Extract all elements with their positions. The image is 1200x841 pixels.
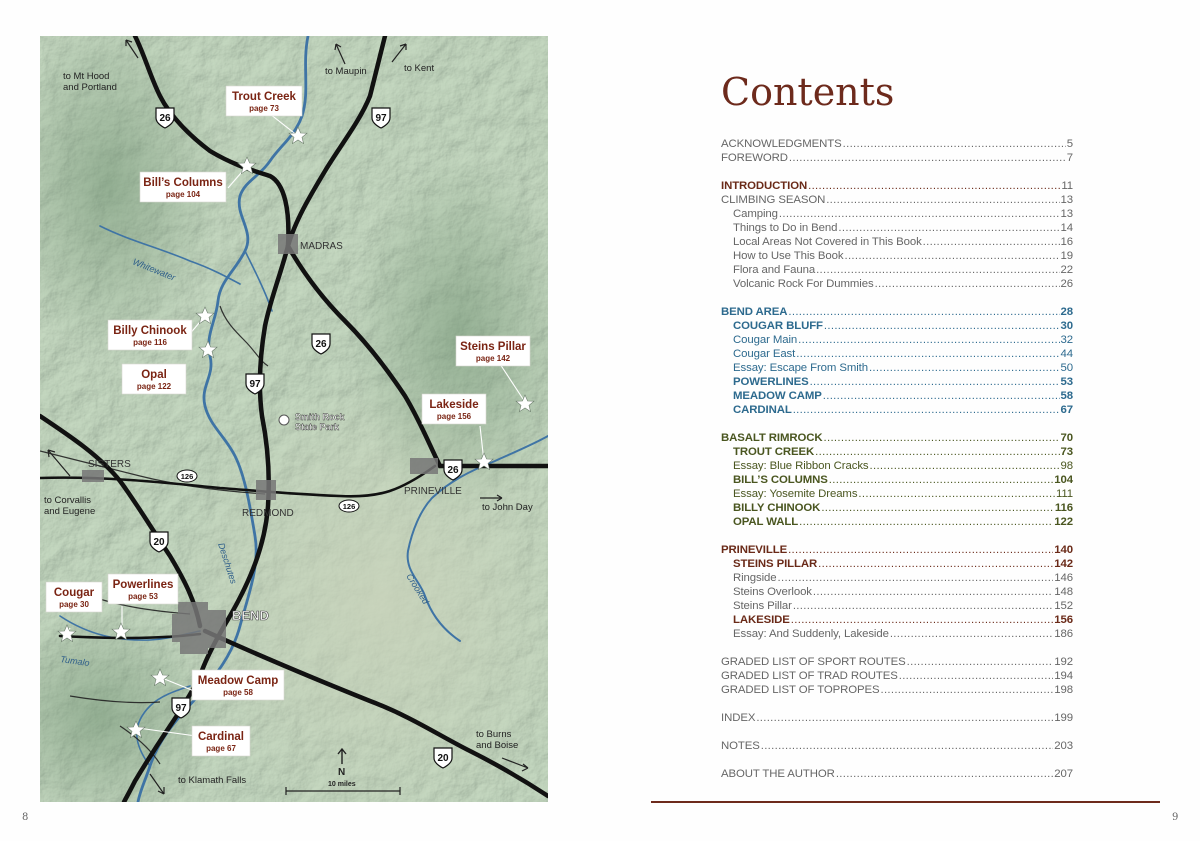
svg-text:page 156: page 156 — [436, 412, 472, 421]
toc-entry-things-to-do[interactable]: Things to Do in Bend ..... 14 — [733, 221, 1073, 235]
toc-entry-acknowledgments[interactable]: ACKNOWLEDGMENTS ..... 5 — [721, 137, 1073, 151]
label-opal[interactable] — [122, 364, 186, 394]
deschutes-label: Deschutes — [216, 541, 239, 586]
svg-text:page 58: page 58 — [223, 688, 253, 697]
dir-john-day: to John Day — [482, 502, 533, 513]
svg-text:page 67: page 67 — [206, 744, 236, 753]
smith-rock-label-1: Smith Rock — [295, 412, 345, 422]
toc-entry-volcanic-rock[interactable]: Volcanic Rock For Dummies ..... 26 — [733, 277, 1073, 291]
toc-entry-blue-ribbon[interactable]: Essay: Blue Ribbon Cracks ..... 98 — [733, 459, 1073, 473]
svg-text:26: 26 — [159, 113, 171, 124]
svg-text:Opal: Opal — [141, 369, 167, 381]
dir-kent: to Kent — [404, 63, 435, 74]
left-page-number: 8 — [22, 812, 29, 823]
toc-entry-flora-fauna[interactable]: Flora and Fauna ..... 22 — [733, 263, 1073, 277]
toc-entry-cougar-east[interactable]: Cougar East ..... 44 — [733, 347, 1073, 361]
toc-entry-topropes[interactable]: GRADED LIST OF TOPROPES ..... 198 — [721, 683, 1073, 697]
svg-text:page 30: page 30 — [59, 600, 89, 609]
toc-entry-cougar-bluff[interactable]: COUGAR BLUFF ..... 30 — [733, 319, 1073, 333]
right-page-number: 9 — [1172, 812, 1179, 823]
redmond-label: REDMOND — [242, 508, 294, 519]
svg-text:Steins Pillar: Steins Pillar — [460, 341, 526, 353]
svg-text:page 53: page 53 — [128, 592, 158, 601]
label-trout-creek[interactable] — [226, 86, 302, 116]
toc-entry-and-suddenly-lakeside[interactable]: Essay: And Suddenly, Lakeside ..... 186 — [733, 627, 1073, 641]
svg-text:10 miles: 10 miles — [328, 781, 356, 788]
toc-entry-about-author[interactable]: ABOUT THE AUTHOR ..... 207 — [721, 767, 1073, 781]
dir-mt-hood-2: and Portland — [63, 82, 117, 93]
whitewater-label: Whitewater — [131, 256, 177, 283]
prineville-label: PRINEVILLE — [404, 486, 462, 497]
bottom-rule — [651, 801, 1160, 803]
toc-entry-camping[interactable]: Camping ..... 13 — [733, 207, 1073, 221]
toc-entry-steins-pillar[interactable]: Steins Pillar ..... 152 — [733, 599, 1073, 613]
dir-burns-2: and Boise — [476, 740, 519, 751]
toc-entry-cardinal[interactable]: CARDINAL ..... 67 — [733, 403, 1073, 417]
toc-entry-opal-wall[interactable]: OPAL WALL ..... 122 — [733, 515, 1073, 529]
toc-entry-foreword[interactable]: FOREWORD ..... 7 — [721, 151, 1073, 165]
svg-text:26: 26 — [447, 465, 459, 476]
svg-text:Cougar: Cougar — [53, 587, 95, 599]
toc-entry-steins-overlook[interactable]: Steins Overlook ..... 148 — [733, 585, 1073, 599]
crooked-label: Crooked — [404, 571, 431, 606]
svg-text:97: 97 — [249, 379, 261, 390]
svg-text:Meadow Camp: Meadow Camp — [197, 675, 279, 687]
toc-entry-introduction[interactable]: INTRODUCTION ..... 11 — [721, 179, 1073, 193]
or-126-marker-east — [339, 500, 359, 512]
svg-text:page 104: page 104 — [165, 190, 201, 199]
svg-text:Billy Chinook: Billy Chinook — [113, 325, 187, 337]
svg-text:page 142: page 142 — [475, 354, 511, 363]
svg-text:Cardinal: Cardinal — [197, 731, 245, 743]
toc-entry-basalt-rimrock[interactable]: BASALT RIMROCK ..... 70 — [721, 431, 1073, 445]
toc-entry-escape-from-smith[interactable]: Essay: Escape From Smith ..... 50 — [733, 361, 1073, 375]
dir-corvallis-2: and Eugene — [44, 506, 96, 517]
svg-text:page 122: page 122 — [136, 382, 172, 391]
smith-rock-label-2: State Park — [295, 422, 340, 432]
toc-entry-notes[interactable]: NOTES ..... 203 — [721, 739, 1073, 753]
madras-label: MADRAS — [300, 241, 343, 252]
contents-title: Contents — [721, 70, 895, 114]
toc-entry-cougar-main[interactable]: Cougar Main ..... 32 — [733, 333, 1073, 347]
madras-town-block — [278, 234, 298, 254]
sisters-label: SISTERS — [88, 459, 131, 470]
toc-entry-powerlines[interactable]: POWERLINES ..... 53 — [733, 375, 1073, 389]
svg-text:97: 97 — [375, 113, 387, 124]
svg-text:97: 97 — [175, 703, 187, 714]
label-powerlines[interactable] — [108, 574, 178, 604]
label-cougar[interactable] — [46, 582, 102, 612]
toc-entry-trad-routes[interactable]: GRADED LIST OF TRAD ROUTES ..... 194 — [721, 669, 1073, 683]
toc-entry-prineville[interactable]: PRINEVILLE ..... 140 — [721, 543, 1073, 557]
toc-entry-bend-area[interactable]: BEND AREA ..... 28 — [721, 305, 1073, 319]
label-meadow-camp[interactable] — [192, 670, 284, 700]
label-steins-pillar[interactable] — [456, 336, 530, 366]
label-cardinal[interactable] — [192, 726, 250, 756]
dir-corvallis-1: to Corvallis — [44, 495, 91, 506]
toc-entry-lakeside[interactable]: LAKESIDE ..... 156 — [733, 613, 1073, 627]
tumalo-label: Tumalo — [59, 654, 91, 669]
svg-text:N: N — [338, 767, 346, 778]
toc-entry-ringside[interactable]: Ringside ..... 146 — [733, 571, 1073, 585]
toc-entry-trout-creek[interactable]: TROUT CREEK ..... 73 — [733, 445, 1073, 459]
svg-text:126: 126 — [180, 472, 194, 481]
toc-entry-climbing-season[interactable]: CLIMBING SEASON ..... 13 — [721, 193, 1073, 207]
area-map — [40, 36, 548, 802]
svg-text:Bill’s Columns: Bill’s Columns — [143, 177, 223, 189]
toc-entry-sport-routes[interactable]: GRADED LIST OF SPORT ROUTES ..... 192 — [721, 655, 1073, 669]
prineville-town-block — [410, 458, 438, 474]
toc-entry-meadow-camp[interactable]: MEADOW CAMP ..... 58 — [733, 389, 1073, 403]
svg-text:page 116: page 116 — [133, 338, 167, 347]
svg-text:page 73: page 73 — [249, 104, 279, 113]
bend-label: BEND — [232, 608, 269, 623]
dir-mt-hood-1: to Mt Hood — [63, 71, 110, 82]
smith-rock-marker — [279, 415, 289, 425]
sisters-town-block — [82, 470, 104, 482]
toc-entry-how-to-use[interactable]: How to Use This Book ..... 19 — [733, 249, 1073, 263]
svg-text:Trout Creek: Trout Creek — [232, 91, 296, 103]
toc-entry-steins-pillar-section[interactable]: STEINS PILLAR ..... 142 — [733, 557, 1073, 571]
dir-burns-1: to Burns — [476, 729, 512, 740]
label-bills-columns[interactable] — [140, 172, 226, 202]
redmond-town-block — [256, 480, 276, 500]
dir-klamath: to Klamath Falls — [178, 775, 247, 786]
toc-entry-index[interactable]: INDEX ..... 199 — [721, 711, 1073, 725]
label-lakeside[interactable] — [422, 394, 486, 424]
svg-text:26: 26 — [315, 339, 327, 350]
svg-text:20: 20 — [437, 753, 449, 764]
toc-entry-bills-columns[interactable]: BILL’S COLUMNS ..... 104 — [733, 473, 1073, 487]
svg-text:126: 126 — [342, 502, 356, 511]
or-126-marker-west — [177, 470, 197, 482]
dir-maupin: to Maupin — [325, 66, 367, 77]
svg-text:Powerlines: Powerlines — [112, 579, 174, 591]
toc-entry-billy-chinook[interactable]: BILLY CHINOOK ..... 116 — [733, 501, 1073, 515]
toc-entry-yosemite-dreams[interactable]: Essay: Yosemite Dreams ..... 111 — [733, 487, 1073, 501]
label-billy-chinook[interactable] — [108, 320, 192, 350]
toc-entry-local-areas[interactable]: Local Areas Not Covered in This Book ..... 16 — [733, 235, 1073, 249]
svg-text:Lakeside: Lakeside — [429, 399, 479, 411]
svg-text:20: 20 — [153, 537, 165, 548]
